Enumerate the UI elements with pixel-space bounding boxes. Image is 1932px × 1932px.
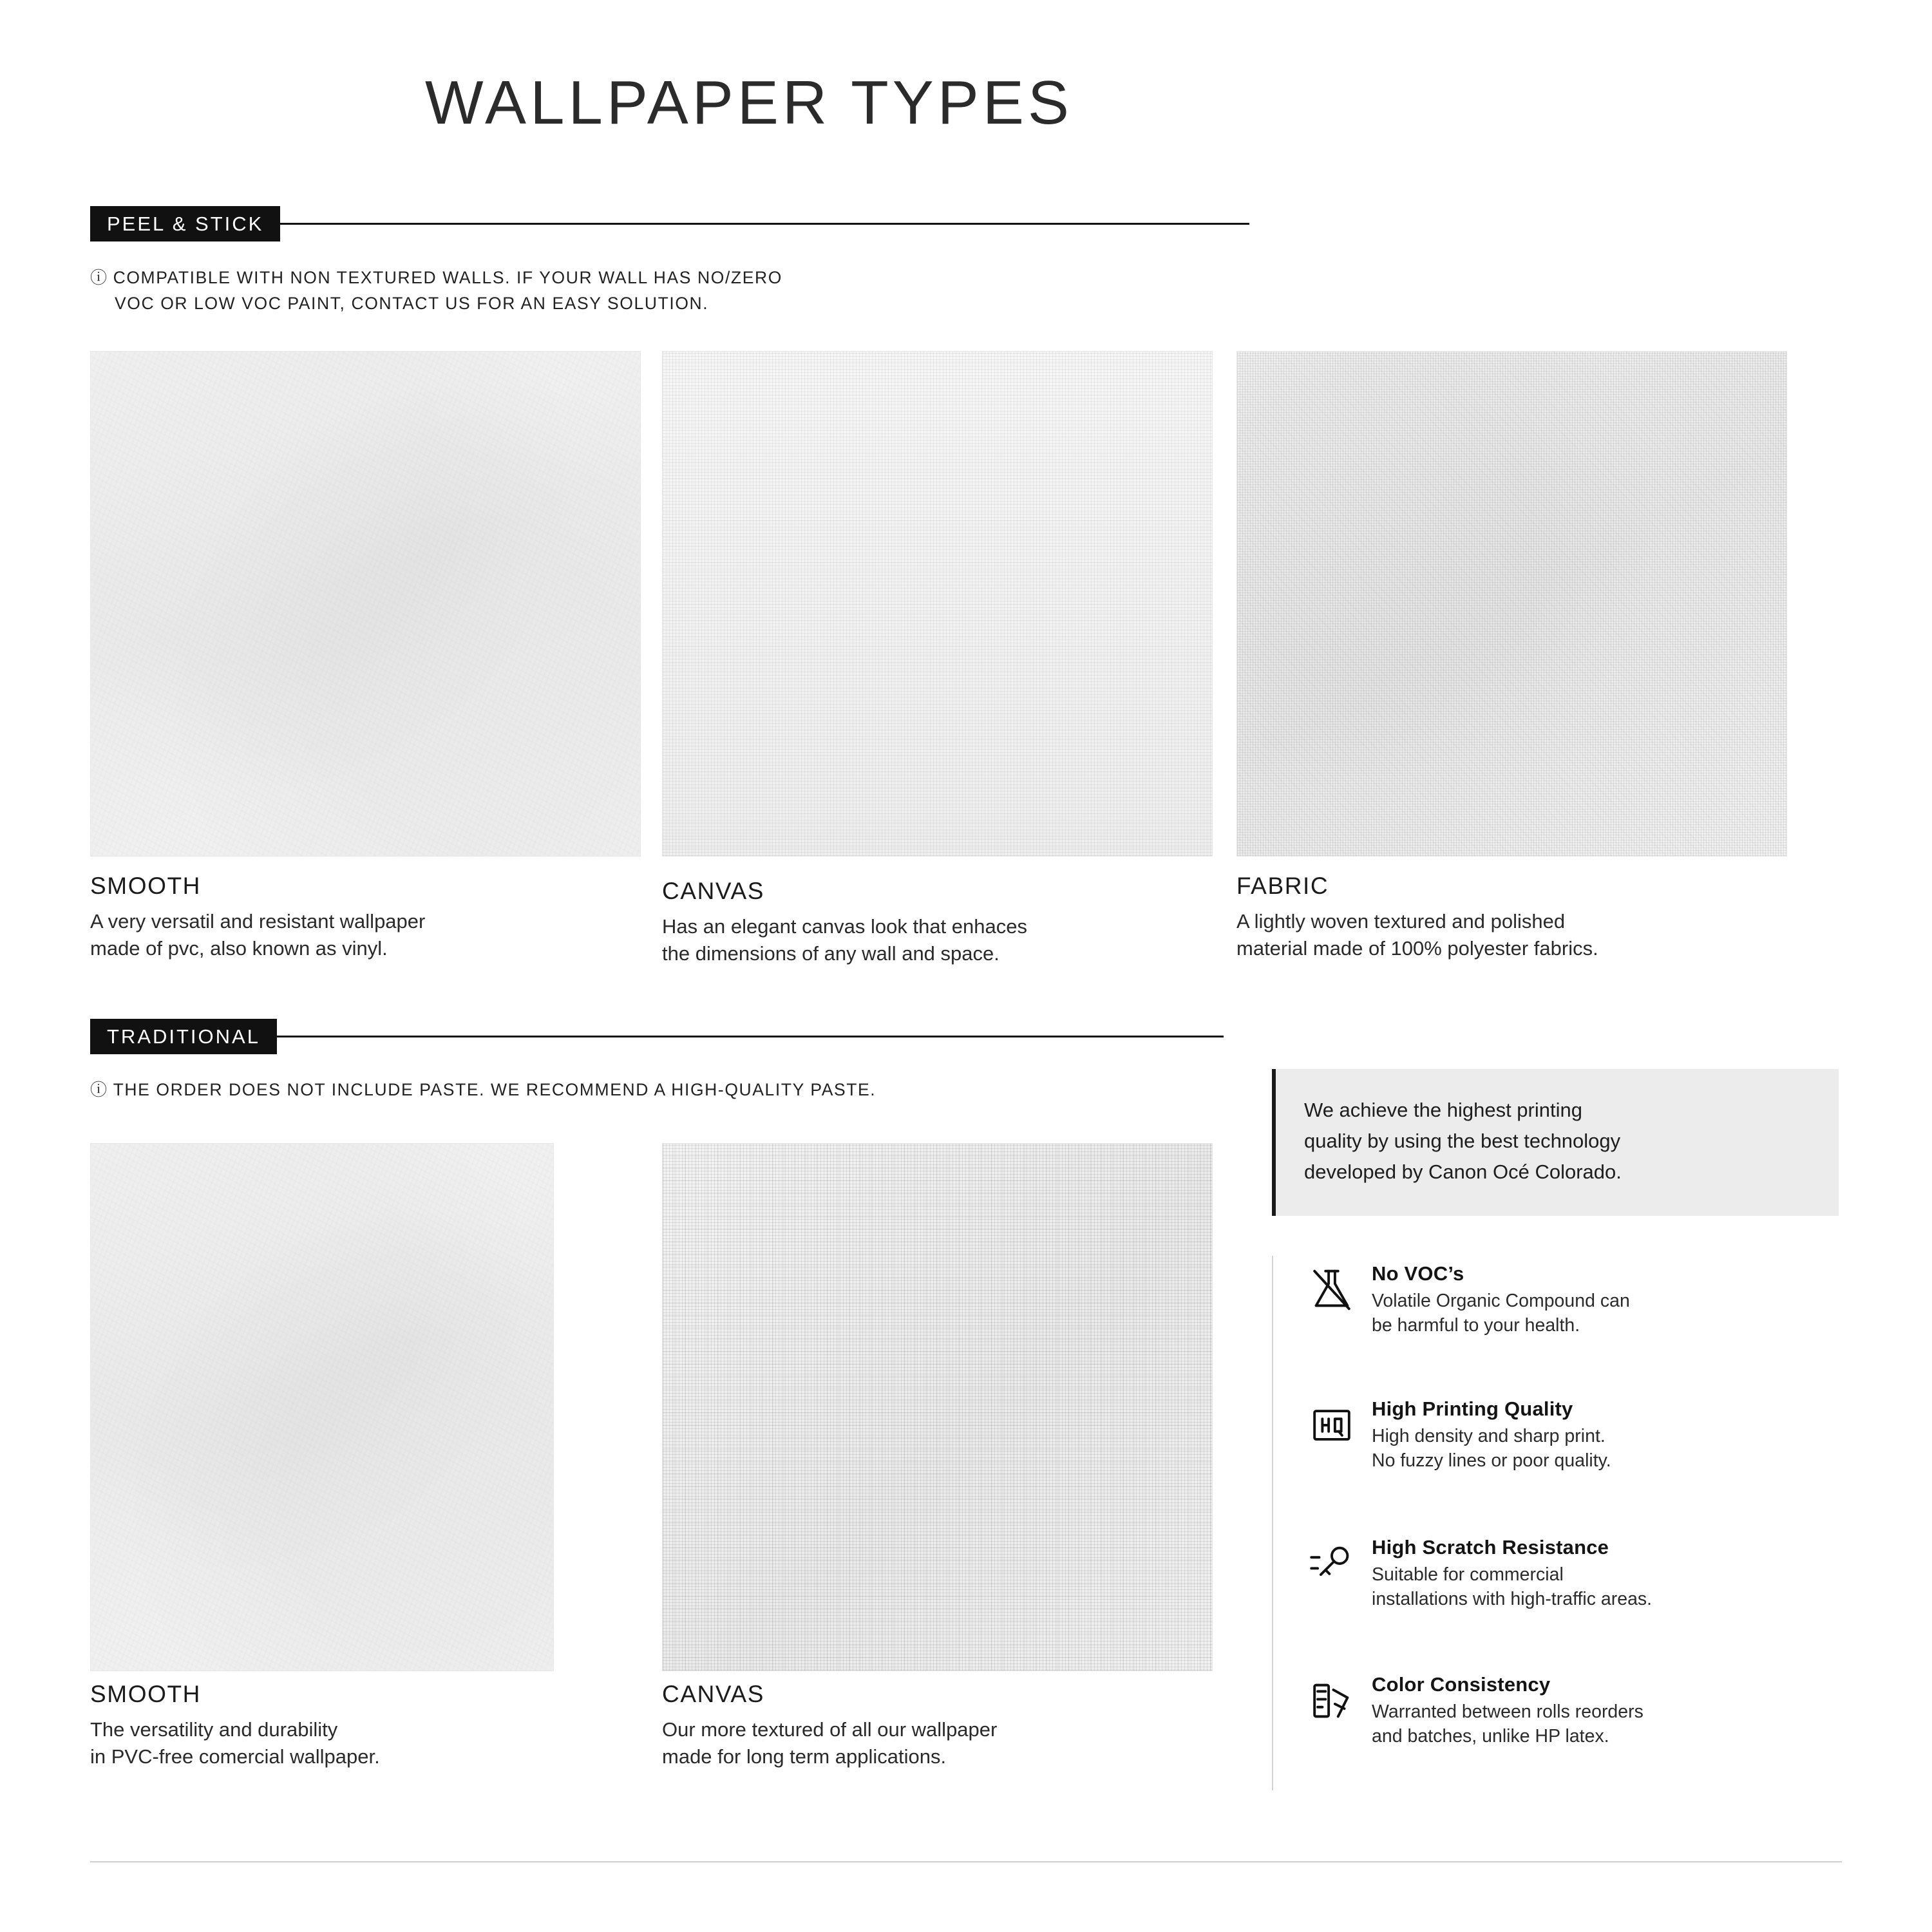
feature-text — [1372, 1262, 1630, 1338]
caption-line-1: A lightly woven textured and polished — [1236, 910, 1566, 933]
footer-divider — [90, 1861, 1842, 1862]
feature-title: No VOC’s — [1372, 1262, 1464, 1285]
section-divider — [277, 1036, 1224, 1037]
caption-title-peel-canvas: CANVAS — [662, 878, 765, 904]
feature-high-scratch-resistance — [1301, 1536, 1842, 1611]
caption-line-2: in PVC-free comercial wallpaper. — [90, 1745, 380, 1768]
swatch-traditional-smooth — [90, 1143, 554, 1671]
section-header-peel-and-stick — [90, 206, 1249, 242]
feature-line-2: be harmful to your health. — [1372, 1314, 1580, 1336]
quote-line-2: quality by using the best technology — [1304, 1130, 1621, 1153]
feature-line-2: and batches, unlike HP latex. — [1372, 1725, 1609, 1747]
section-tag-traditional: TRADITIONAL — [90, 1019, 277, 1054]
info-icon: ⓘ — [90, 268, 108, 287]
page-title: WALLPAPER TYPES — [425, 68, 1073, 137]
feature-text — [1372, 1673, 1643, 1748]
caption-title-peel-smooth: SMOOTH — [90, 873, 201, 899]
quality-quote-box — [1272, 1069, 1839, 1216]
note-peel-and-stick — [90, 265, 1185, 317]
feature-line-2: installations with high-traffic areas. — [1372, 1588, 1653, 1609]
feature-high-printing-quality — [1301, 1397, 1842, 1473]
caption-line-1: Our more textured of all our wallpaper — [662, 1718, 998, 1741]
feature-no-voc — [1301, 1262, 1842, 1338]
feature-line-1: Volatile Organic Compound can — [1372, 1291, 1630, 1311]
caption-body-traditional-canvas — [662, 1716, 1203, 1770]
feature-title: High Scratch Resistance — [1372, 1536, 1609, 1558]
caption-title-traditional-canvas: CANVAS — [662, 1681, 765, 1707]
feature-text — [1372, 1536, 1652, 1611]
caption-line-2: made for long term applications. — [662, 1745, 947, 1768]
color-consistency-swatch-icon — [1301, 1673, 1363, 1728]
feature-title: Color Consistency — [1372, 1673, 1551, 1696]
caption-line-2: material made of 100% polyester fabrics. — [1236, 936, 1598, 960]
caption-line-1: A very versatil and resistant wallpaper — [90, 910, 426, 933]
caption-line-1: Has an elegant canvas look that enhaces — [662, 915, 1027, 938]
no-voc-flask-icon — [1301, 1262, 1363, 1318]
info-icon: ⓘ — [90, 1080, 108, 1099]
caption-body-peel-fabric — [1236, 908, 1777, 962]
section-divider — [280, 223, 1249, 225]
quote-line-1: We achieve the highest printing — [1304, 1099, 1582, 1121]
note-traditional — [90, 1077, 1224, 1103]
note-line-2: VOC OR LOW VOC PAINT, CONTACT US FOR AN EASY SOLUTION. — [115, 293, 709, 313]
hq-badge-icon — [1301, 1397, 1363, 1453]
section-header-traditional — [90, 1019, 1224, 1054]
feature-line-1: Warranted between rolls reorders — [1372, 1701, 1643, 1722]
caption-line-1: The versatility and durability — [90, 1718, 338, 1741]
swatch-peel-fabric — [1236, 351, 1787, 857]
caption-line-2: made of pvc, also known as vinyl. — [90, 936, 388, 960]
feature-line-1: High density and sharp print. — [1372, 1426, 1605, 1446]
note-line-1: THE ORDER DOES NOT INCLUDE PASTE. WE RECOMMEND A HIGH-QUALITY PASTE. — [113, 1080, 876, 1099]
note-line-1: COMPATIBLE WITH NON TEXTURED WALLS. IF YOUR WALL HAS NO/ZERO — [113, 268, 782, 287]
swatch-peel-smooth — [90, 351, 641, 857]
feature-list-rail — [1272, 1256, 1273, 1790]
caption-title-peel-fabric: FABRIC — [1236, 873, 1329, 899]
quote-line-3: developed by Canon Océ Colorado. — [1304, 1160, 1622, 1184]
feature-line-1: Suitable for commercial — [1372, 1564, 1564, 1585]
feature-line-2: No fuzzy lines or poor quality. — [1372, 1450, 1611, 1471]
swatch-traditional-canvas — [662, 1143, 1213, 1671]
caption-body-traditional-smooth — [90, 1716, 631, 1770]
swatch-peel-canvas — [662, 351, 1213, 857]
caption-title-traditional-smooth: SMOOTH — [90, 1681, 201, 1707]
caption-line-2: the dimensions of any wall and space. — [662, 942, 999, 965]
section-tag-peel-and-stick: PEEL & STICK — [90, 206, 280, 242]
feature-title: High Printing Quality — [1372, 1397, 1573, 1420]
feature-text — [1372, 1397, 1611, 1473]
feature-color-consistency — [1301, 1673, 1842, 1748]
caption-body-peel-canvas — [662, 913, 1203, 967]
caption-body-peel-smooth — [90, 908, 631, 962]
scratch-resistance-key-icon — [1301, 1536, 1363, 1591]
